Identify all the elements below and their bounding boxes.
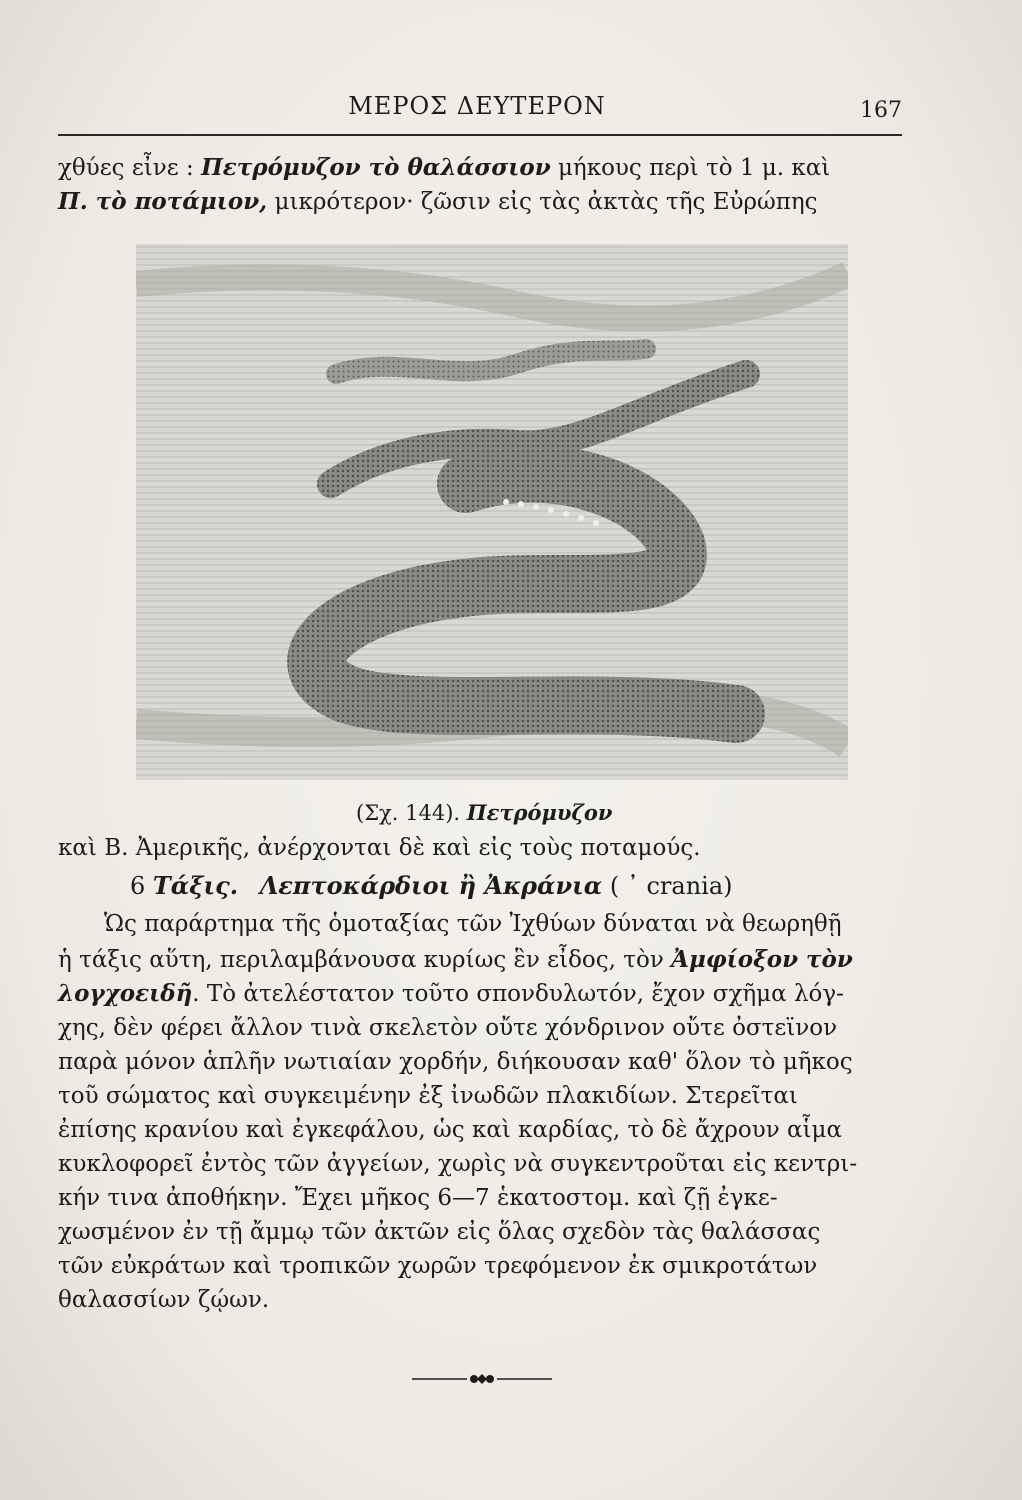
- body-line-1: Ὡς παράρτημα τῆς ὁμοταξίας τῶν Ἰχθύων δύναται νὰ θεωρηθῇ: [104, 911, 842, 937]
- figure-title: Πετρόμυζον: [466, 800, 613, 825]
- figure-number: (Σχ. 144).: [356, 801, 461, 825]
- figure-caption: [356, 800, 612, 825]
- body-line-6: τοῦ σώματος καὶ συγκειμένην ἐξ ἰνωδῶν πλακιδίων. Στερεῖται: [58, 1083, 798, 1109]
- section-title-latin: ( ᾽ crania): [609, 872, 733, 900]
- body-line-10: χωσμένον ἐν τῇ ἄμμῳ τῶν ἀκτῶν εἰς ὅλας σχεδὸν τὰς θαλάσσας: [58, 1219, 821, 1245]
- section-title: Λεπτοκάρδιοι ἢ Ἀκράνια: [259, 871, 603, 900]
- body-term-lanceolate: λογχοειδῆ: [58, 980, 193, 1007]
- body-line-9: κήν τινα ἀποθήκην. Ἔχει μῆκος 6—7 ἑκατοστομ. καὶ ζῇ ἐγκε-: [58, 1185, 778, 1211]
- body-line-12: θαλασσίων ζῴων.: [58, 1287, 270, 1313]
- continuation-line: καὶ Β. Ἀμερικῆς, ἀνέρχονται δὲ καὶ εἰς τοὺς ποταμούς.: [58, 835, 701, 861]
- section-heading: [130, 870, 982, 902]
- intro-text: χθύες εἶνε :: [58, 155, 202, 181]
- ornamental-divider: [412, 1372, 552, 1386]
- intro-line-2: [58, 186, 910, 218]
- intro-term-river-lamprey: Π. τὸ ποτάμιον,: [58, 188, 268, 215]
- body-line-3: [58, 978, 910, 1010]
- body-text: . Τὸ ἀτελέστατον τοῦτο σπονδυλωτόν, ἔχον σχῆμα λόγ-: [192, 981, 844, 1007]
- intro-line-1: [58, 152, 910, 184]
- intro-text: μήκους περὶ τὸ 1 μ. καὶ: [550, 155, 831, 181]
- body-term-amphioxus: Ἀμφίοξον τὸν: [671, 946, 853, 973]
- header-rule: [58, 134, 902, 136]
- intro-text: μικρότερον· ζῶσιν εἰς τὰς ἀκτὰς τῆς Εὐρώπης: [267, 189, 818, 215]
- lamprey-illustration: [136, 244, 848, 780]
- body-text: ἡ τάξις αὕτη, περιλαμβάνουσα κυρίως ἓν εἶδος, τὸν: [58, 947, 664, 973]
- running-header-title: ΜΕΡΟΣ ΔΕΥΤΕΡΟΝ: [348, 92, 606, 120]
- body-line-11: τῶν εὐκράτων καὶ τροπικῶν χωρῶν τρεφόμενον ἐκ σμικροτάτων: [58, 1253, 818, 1279]
- intro-term-sea-lamprey: Πετρόμυζον τὸ θαλάσσιον: [201, 154, 551, 181]
- body-line-5: παρὰ μόνον ἁπλῆν νωτιαίαν χορδήν, διήκουσαν καθ' ὅλον τὸ μῆκος: [58, 1049, 853, 1075]
- body-line-7: ἐπίσης κρανίου καὶ ἐγκεφάλου, ὡς καὶ καρδίας, τὸ δὲ ἄχρουν αἷμα: [58, 1117, 843, 1143]
- running-header: [52, 86, 902, 130]
- body-line-4: χης, δὲν φέρει ἄλλον τινὰ σκελετὸν οὔτε χόνδρινον οὔτε ὀστεϊνον: [58, 1015, 838, 1041]
- body-line-2: [58, 944, 910, 976]
- lamprey-engraving: [136, 244, 848, 780]
- page-number: 167: [860, 98, 902, 123]
- section-number: 6: [130, 872, 146, 900]
- body-line-8: κυκλοφορεῖ ἐντὸς τῶν ἀγγείων, χωρὶς νὰ συγκεντροῦται εἰς κεντρι-: [58, 1151, 858, 1177]
- section-label: Τάξις.: [152, 871, 239, 900]
